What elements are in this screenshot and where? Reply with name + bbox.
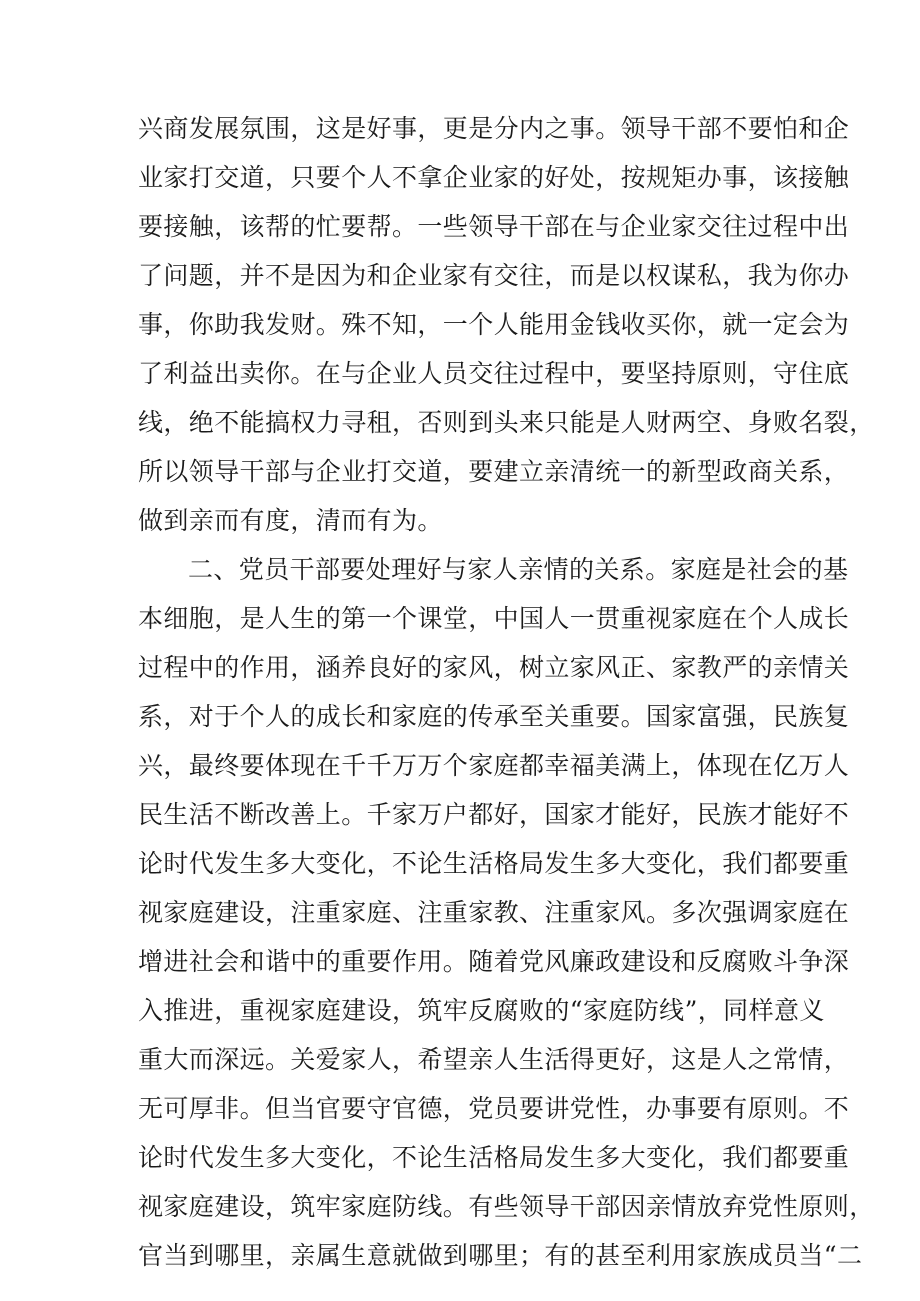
- text-line: 论时代发生多大变化，不论生活格局发生多大变化，我们都要重: [138, 1143, 850, 1172]
- text-line-indented: 二、党员干部要处理好与家人亲情的关系。家庭是社会的基: [188, 555, 849, 584]
- document-page: [138, 104, 875, 1280]
- text-line: 要接触，该帮的忙要帮。一些领导干部在与企业家交往过程中出: [138, 212, 850, 241]
- text-line: 了利益出卖你。在与企业人员交往过程中，要坚持原则，守住底: [138, 359, 850, 388]
- text-line: 重大而深远。关爱家人，希望亲人生活得更好，这是人之常情，: [138, 1045, 850, 1074]
- text-line: 业家打交道，只要个人不拿企业家的好处，按规矩办事，该接触: [138, 163, 850, 192]
- text-line: 视家庭建设，注重家庭、注重家教、注重家风。多次强调家庭在: [138, 898, 850, 927]
- text-line: 做到亲而有度，清而有为。: [138, 506, 443, 535]
- text-line: 兴商发展氛围，这是好事，更是分内之事。领导干部不要怕和企: [138, 114, 850, 143]
- text-line: 了问题，并不是因为和企业家有交往，而是以权谋私，我为你办: [138, 261, 850, 290]
- paragraph-1: [138, 104, 875, 545]
- text-line: 事，你助我发财。殊不知，一个人能用金钱收买你，就一定会为: [138, 310, 850, 339]
- text-line: 民生活不断改善上。千家万户都好，国家才能好，民族才能好不: [138, 800, 850, 829]
- text-line: 兴，最终要体现在千千万万个家庭都幸福美满上，体现在亿万人: [138, 751, 850, 780]
- text-line: 所以领导干部与企业打交道，要建立亲清统一的新型政商关系，: [138, 457, 850, 486]
- text-line: 线，绝不能搞权力寻租，否则到头来只能是人财两空、身败名裂，: [138, 408, 875, 437]
- text-line: 官当到哪里，亲属生意就做到哪里；有的甚至利用家族成员当“二: [138, 1241, 863, 1270]
- paragraph-2: [138, 545, 875, 1280]
- text-line: 入推进，重视家庭建设，筑牢反腐败的“家庭防线”，同样意义: [138, 996, 825, 1025]
- text-line: 系，对于个人的成长和家庭的传承至关重要。国家富强，民族复: [138, 702, 850, 731]
- text-line: 过程中的作用，涵养良好的家风，树立家风正、家教严的亲情关: [138, 653, 850, 682]
- text-line: 视家庭建设，筑牢家庭防线。有些领导干部因亲情放弃党性原则，: [138, 1192, 875, 1221]
- text-line: 增进社会和谐中的重要作用。随着党风廉政建设和反腐败斗争深: [138, 947, 850, 976]
- text-line: 无可厚非。但当官要守官德，党员要讲党性，办事要有原则。不: [138, 1094, 850, 1123]
- text-line: 本细胞，是人生的第一个课堂，中国人一贯重视家庭在个人成长: [138, 604, 850, 633]
- text-line: 论时代发生多大变化，不论生活格局发生多大变化，我们都要重: [138, 849, 850, 878]
